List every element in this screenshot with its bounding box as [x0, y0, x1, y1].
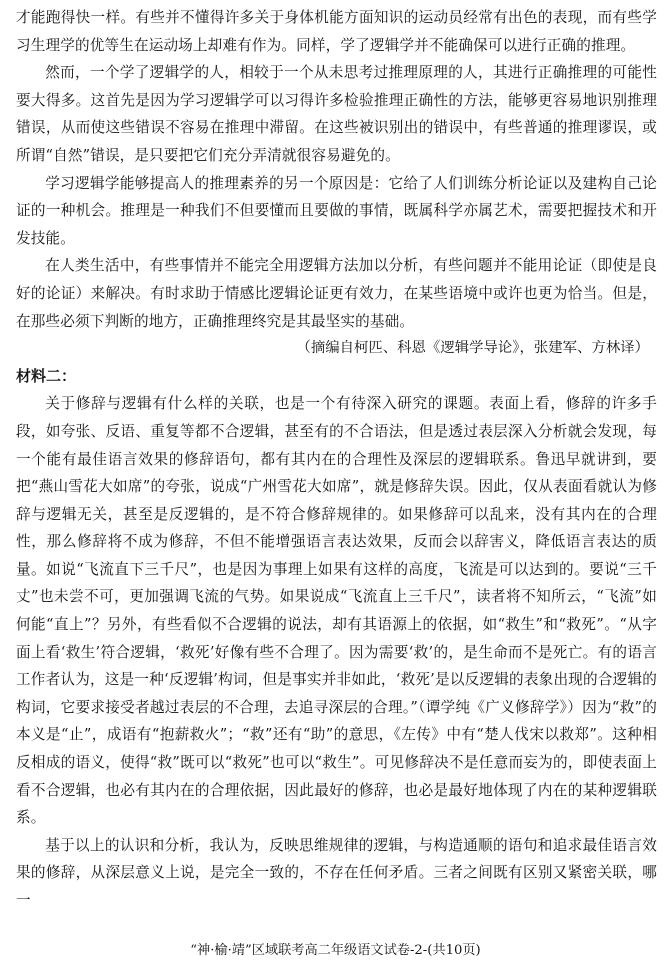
source-citation: （摘编自柯匹、科恩《逻辑学导论》，张建军、方林译） [296, 340, 649, 357]
material-two-heading: 材料二： [16, 366, 77, 385]
page-footer: “神·榆·靖”区域联考高二年级语文试卷-2-(共10页) [190, 943, 481, 958]
paragraph-conclusion: 基于以上的认识和分析，我认为，反映思维规律的逻辑，与构造通顺的语句和追求最佳语言效果的修辞，从深层意义上说，是完全一致的，不存在任何矛盾。三者之间既有区别又紧密关联，哪一 [16, 836, 657, 909]
paragraph-emotion-vs-logic: 在人类生活中，有些事情并不能完全用逻辑方法加以分析，有些问题并不能用论证（即使是良好的论证）来解决。有时求助于情感比逻辑论证更有效力，在某些语境中或许也更为恰当。但是，在那些必须下判断的地方，正确推理终究是其最坚实的基础。 [16, 257, 657, 330]
paragraph-rhetoric-logic: 关于修辞与逻辑有什么样的关联，也是一个有待深入研究的课题。表面上看，修辞的许多手段，如夸张、反语、重复等都不合逻辑，甚至有的不合语法，但是透过表层深入分析就会发现，每一个能有最佳语言效果的修辞语句，都有其内在的合理性及深层的逻辑联系。鲁迅早就讲到，要把“燕山雪花大如席”的夸张，说成“广州雪花大如席”，就是修辞失误。因此，仅从表面看就认为修辞与逻辑无关，甚至是反逻辑的，是不符合修辞规律的。如果修辞可以乱来，没有其内在的合理性，那么修辞将不成为修辞，不但不能增强语言表达效果，反而会以辞害义，降低语言表达的质量。如说“飞流直下三千尺”，也是因为事理上如果有这样的高度，飞流是可以达到的。要说“三千丈”也未尝不可，更加强调飞流的气势。如果说成“飞流直上三千尺”，读者将不知所云，“飞流”如何能“直上”？另外，有些看似不合逻辑的说法，却有其语源上的依据，如“救生”和“救死”。“从字面上看‘救生’符合逻辑，‘救死’好像有些不合理了。因为需要‘救’的，是生命而不是死亡。有的语言工作者认为，这是一种‘反逻辑’构词，但是事实并非如此，‘救死’是以反逻辑的表象出现的合逻辑的构词，它要求接受者越过表层的不合理，去追寻深层的合理。”（谭学纯《广义修辞学》）因为“救”的本义是“止”，成语有“抱薪救火”；“救”还有“助”的意思，《左传》中有“楚人伐宋以救郑”。这种相反相成的语义，使得“救”既可以“救死”也可以“救生”。可见修辞决不是任意而妄为的，即使表面上看不合逻辑，也必有其内在的合理依据，因此最好的修辞，也必是最好地体现了内在的某种逻辑联系。 [16, 395, 657, 827]
paragraph-training-reason: 学习逻辑学能够提高人的推理素养的另一个原因是：它给了人们训练分析论证以及建构自己论证的一种机会。推理是一种我们不但要懂而且要做的事情，既属科学亦属艺术，需要把握技术和开发技能。 [16, 174, 657, 247]
paragraph-logic-advantage: 然而，一个学了逻辑学的人，相较于一个从未思考过推理原理的人，其进行正确推理的可能性要大得多。这首先是因为学习逻辑学可以习得许多检验推理正确性的方法，能够更容易地识别推理错误，从而使这些错误不容易在推理中滞留。在这些被识别出的错误中，有些普通的推理谬误，或所谓“自然”错误，是只要把它们充分弄清就很容易避免的。 [16, 64, 657, 164]
paragraph-running-reason: 才能跑得快一样。有些并不懂得许多关于身体机能方面知识的运动员经常有出色的表现，而有些学习生理学的优等生在运动场上却难有作为。同样，学了逻辑学并不能确保可以进行正确的推理。 [16, 9, 657, 54]
